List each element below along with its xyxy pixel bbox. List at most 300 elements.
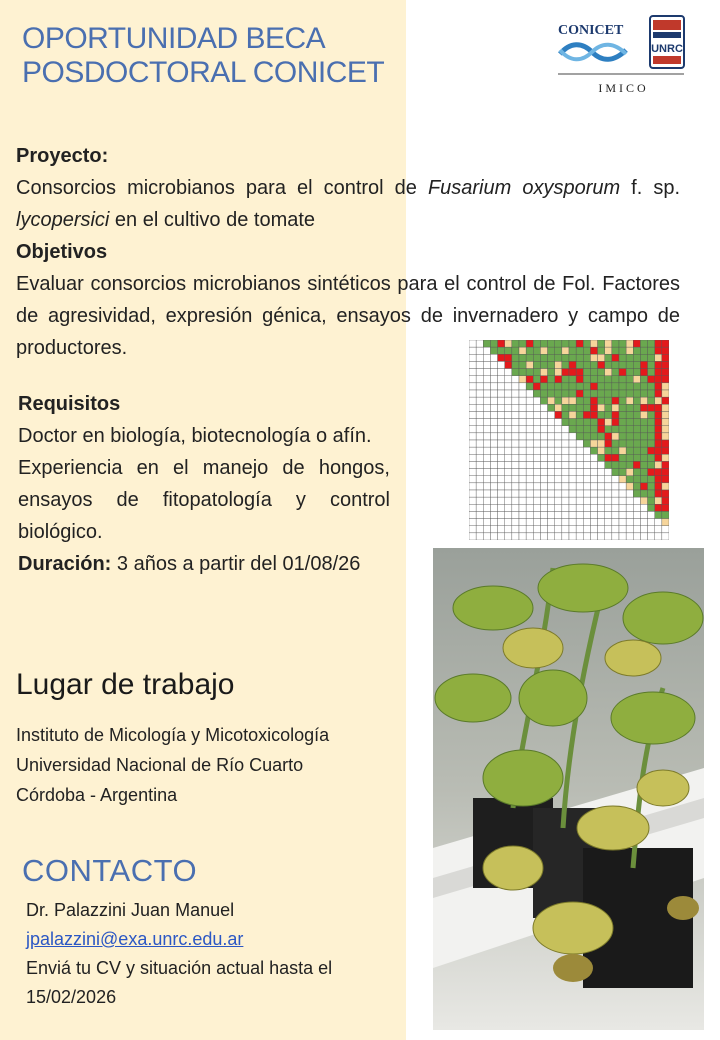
- matrix-cell: [569, 404, 576, 411]
- matrix-cell: [512, 476, 519, 483]
- matrix-cell: [540, 390, 547, 397]
- matrix-cell: [583, 340, 590, 347]
- matrix-cell: [583, 369, 590, 376]
- matrix-cell: [655, 497, 662, 504]
- matrix-cell: [540, 354, 547, 361]
- matrix-cell: [640, 404, 647, 411]
- matrix-cell: [576, 361, 583, 368]
- project-label: Proyecto:: [16, 145, 109, 167]
- matrix-cell: [576, 347, 583, 354]
- matrix-cell: [533, 404, 540, 411]
- matrix-cell: [519, 447, 526, 454]
- matrix-cell: [555, 490, 562, 497]
- matrix-cell: [555, 361, 562, 368]
- matrix-cell: [476, 426, 483, 433]
- matrix-cell: [540, 447, 547, 454]
- matrix-cell: [548, 447, 555, 454]
- matrix-cell: [590, 419, 597, 426]
- matrix-cell: [598, 447, 605, 454]
- matrix-cell: [505, 476, 512, 483]
- matrix-cell: [648, 526, 655, 533]
- matrix-cell: [498, 483, 505, 490]
- matrix-cell: [612, 504, 619, 511]
- matrix-cell: [640, 361, 647, 368]
- matrix-cell: [505, 454, 512, 461]
- matrix-cell: [469, 404, 476, 411]
- matrix-cell: [648, 511, 655, 518]
- matrix-cell: [562, 426, 569, 433]
- matrix-cell: [490, 447, 497, 454]
- matrix-cell: [640, 490, 647, 497]
- matrix-cell: [490, 440, 497, 447]
- project-text-part: en el cultivo de tomate: [109, 209, 316, 231]
- matrix-cell: [598, 519, 605, 526]
- matrix-cell: [590, 519, 597, 526]
- matrix-cell: [640, 376, 647, 383]
- matrix-cell: [476, 490, 483, 497]
- matrix-cell: [498, 526, 505, 533]
- imico-logo-text: I M I C O: [598, 81, 646, 95]
- matrix-cell: [505, 440, 512, 447]
- matrix-cell: [512, 519, 519, 526]
- matrix-cell: [476, 447, 483, 454]
- matrix-cell: [498, 454, 505, 461]
- matrix-cell: [469, 426, 476, 433]
- matrix-cell: [526, 383, 533, 390]
- matrix-cell: [548, 483, 555, 490]
- matrix-cell: [598, 476, 605, 483]
- matrix-cell: [612, 376, 619, 383]
- matrix-cell: [590, 376, 597, 383]
- matrix-cell: [555, 519, 562, 526]
- matrix-cell: [512, 433, 519, 440]
- matrix-cell: [655, 340, 662, 347]
- objectives-label: Objetivos: [16, 241, 108, 263]
- matrix-cell: [598, 404, 605, 411]
- matrix-cell: [605, 433, 612, 440]
- matrix-cell: [476, 526, 483, 533]
- matrix-cell: [505, 411, 512, 418]
- matrix-cell: [583, 519, 590, 526]
- matrix-cell: [490, 497, 497, 504]
- matrix-cell: [633, 369, 640, 376]
- matrix-cell: [648, 440, 655, 447]
- matrix-cell: [555, 433, 562, 440]
- matrix-cell: [505, 461, 512, 468]
- matrix-cell: [605, 347, 612, 354]
- matrix-cell: [569, 447, 576, 454]
- matrix-cell: [619, 411, 626, 418]
- matrix-cell: [498, 354, 505, 361]
- matrix-cell: [498, 404, 505, 411]
- matrix-cell: [490, 454, 497, 461]
- matrix-cell: [555, 426, 562, 433]
- matrix-cell: [555, 483, 562, 490]
- matrix-cell: [612, 397, 619, 404]
- conicet-logo-text: CONICET: [558, 23, 624, 38]
- matrix-cell: [583, 533, 590, 540]
- matrix-cell: [505, 347, 512, 354]
- matrix-cell: [505, 533, 512, 540]
- matrix-cell: [576, 447, 583, 454]
- matrix-cell: [569, 383, 576, 390]
- matrix-cell: [569, 504, 576, 511]
- matrix-cell: [619, 533, 626, 540]
- matrix-cell: [662, 419, 669, 426]
- matrix-cell: [533, 411, 540, 418]
- matrix-cell: [583, 419, 590, 426]
- matrix-cell: [605, 383, 612, 390]
- matrix-cell: [576, 376, 583, 383]
- matrix-cell: [483, 469, 490, 476]
- matrix-cell: [612, 411, 619, 418]
- matrix-cell: [576, 419, 583, 426]
- matrix-cell: [555, 497, 562, 504]
- matrix-cell: [490, 483, 497, 490]
- matrix-cell: [483, 533, 490, 540]
- matrix-cell: [662, 347, 669, 354]
- duration-label: Duración:: [18, 553, 112, 575]
- matrix-cell: [576, 511, 583, 518]
- matrix-cell: [505, 426, 512, 433]
- matrix-cell: [498, 490, 505, 497]
- matrix-cell: [526, 376, 533, 383]
- matrix-cell: [626, 340, 633, 347]
- matrix-cell: [519, 476, 526, 483]
- matrix-cell: [512, 447, 519, 454]
- matrix-cell: [583, 361, 590, 368]
- matrix-cell: [533, 476, 540, 483]
- plant-photo-svg: [433, 548, 704, 1030]
- matrix-cell: [590, 404, 597, 411]
- contact-email-link[interactable]: jpalazzini@exa.unrc.edu.ar: [26, 929, 244, 949]
- matrix-cell: [512, 347, 519, 354]
- matrix-cell: [498, 511, 505, 518]
- matrix-cell: [619, 340, 626, 347]
- matrix-cell: [590, 440, 597, 447]
- matrix-cell: [562, 461, 569, 468]
- matrix-cell: [633, 361, 640, 368]
- matrix-cell: [655, 519, 662, 526]
- matrix-cell: [619, 433, 626, 440]
- matrix-cell: [490, 347, 497, 354]
- matrix-cell: [576, 454, 583, 461]
- matrix-cell: [569, 369, 576, 376]
- matrix-cell: [548, 519, 555, 526]
- matrix-cell: [533, 376, 540, 383]
- matrix-cell: [548, 433, 555, 440]
- matrix-cell: [569, 340, 576, 347]
- matrix-cell: [648, 361, 655, 368]
- matrix-cell: [548, 411, 555, 418]
- requirements-label: Requisitos: [18, 393, 121, 415]
- matrix-cell: [490, 490, 497, 497]
- matrix-cell: [640, 411, 647, 418]
- matrix-cell: [583, 397, 590, 404]
- matrix-cell: [505, 376, 512, 383]
- matrix-cell: [605, 511, 612, 518]
- matrix-cell: [476, 461, 483, 468]
- matrix-cell: [498, 504, 505, 511]
- matrix-cell: [512, 340, 519, 347]
- matrix-cell: [533, 519, 540, 526]
- matrix-cell: [512, 404, 519, 411]
- matrix-cell: [590, 340, 597, 347]
- matrix-cell: [526, 483, 533, 490]
- matrix-cell: [576, 533, 583, 540]
- matrix-cell: [526, 354, 533, 361]
- matrix-cell: [483, 404, 490, 411]
- matrix-cell: [605, 519, 612, 526]
- matrix-cell: [476, 476, 483, 483]
- matrix-cell: [483, 490, 490, 497]
- matrix-cell: [633, 461, 640, 468]
- matrix-cell: [469, 469, 476, 476]
- matrix-cell: [469, 361, 476, 368]
- matrix-cell: [612, 361, 619, 368]
- matrix-cell: [576, 461, 583, 468]
- matrix-cell: [519, 376, 526, 383]
- matrix-cell: [483, 361, 490, 368]
- matrix-cell: [640, 369, 647, 376]
- matrix-cell: [619, 419, 626, 426]
- matrix-cell: [626, 347, 633, 354]
- matrix-cell: [476, 340, 483, 347]
- matrix-cell: [540, 376, 547, 383]
- matrix-cell: [590, 354, 597, 361]
- matrix-cell: [633, 426, 640, 433]
- matrix-cell: [626, 369, 633, 376]
- matrix-cell: [655, 354, 662, 361]
- matrix-cell: [598, 354, 605, 361]
- matrix-cell: [598, 526, 605, 533]
- matrix-cell: [469, 461, 476, 468]
- matrix-cell: [633, 354, 640, 361]
- matrix-cell: [598, 411, 605, 418]
- matrix-cell: [483, 461, 490, 468]
- matrix-cell: [526, 340, 533, 347]
- matrix-cell: [655, 469, 662, 476]
- matrix-cell: [662, 390, 669, 397]
- matrix-cell: [555, 354, 562, 361]
- matrix-cell: [576, 504, 583, 511]
- matrix-cell: [619, 383, 626, 390]
- matrix-cell: [540, 397, 547, 404]
- matrix-cell: [476, 383, 483, 390]
- matrix-cell: [626, 354, 633, 361]
- matrix-cell: [562, 526, 569, 533]
- matrix-cell: [640, 526, 647, 533]
- matrix-cell: [590, 433, 597, 440]
- matrix-cell: [598, 419, 605, 426]
- matrix-cell: [526, 504, 533, 511]
- matrix-cell: [526, 426, 533, 433]
- matrix-cell: [548, 504, 555, 511]
- matrix-cell: [555, 383, 562, 390]
- matrix-cell: [526, 533, 533, 540]
- matrix-cell: [648, 433, 655, 440]
- matrix-cell: [619, 390, 626, 397]
- matrix-cell: [569, 497, 576, 504]
- requirements-section: [18, 388, 390, 580]
- matrix-cell: [583, 390, 590, 397]
- matrix-cell: [633, 383, 640, 390]
- matrix-cell: [633, 347, 640, 354]
- matrix-cell: [655, 347, 662, 354]
- matrix-cell: [526, 397, 533, 404]
- matrix-cell: [562, 376, 569, 383]
- matrix-cell: [583, 347, 590, 354]
- matrix-cell: [590, 447, 597, 454]
- matrix-cell: [548, 361, 555, 368]
- matrix-cell: [526, 461, 533, 468]
- matrix-cell: [583, 404, 590, 411]
- matrix-cell: [569, 347, 576, 354]
- matrix-cell: [662, 461, 669, 468]
- matrix-cell: [590, 461, 597, 468]
- matrix-cell: [633, 376, 640, 383]
- matrix-cell: [498, 376, 505, 383]
- matrix-cell: [533, 369, 540, 376]
- matrix-cell: [505, 504, 512, 511]
- matrix-cell: [598, 369, 605, 376]
- matrix-cell: [476, 440, 483, 447]
- matrix-cell: [498, 347, 505, 354]
- matrix-cell: [498, 461, 505, 468]
- matrix-cell: [569, 519, 576, 526]
- matrix-cell: [490, 504, 497, 511]
- matrix-cell: [590, 411, 597, 418]
- matrix-cell: [519, 440, 526, 447]
- matrix-cell: [662, 369, 669, 376]
- matrix-cell: [640, 519, 647, 526]
- matrix-cell: [576, 390, 583, 397]
- matrix-cell: [540, 340, 547, 347]
- matrix-cell: [633, 504, 640, 511]
- matrix-cell: [526, 440, 533, 447]
- matrix-cell: [540, 526, 547, 533]
- matrix-cell: [640, 383, 647, 390]
- matrix-cell: [505, 490, 512, 497]
- matrix-cell: [633, 511, 640, 518]
- matrix-cell: [512, 397, 519, 404]
- workplace-line-1: Instituto de Micología y Micotoxicología: [16, 725, 330, 745]
- matrix-cell: [569, 354, 576, 361]
- matrix-cell: [540, 483, 547, 490]
- matrix-cell: [555, 440, 562, 447]
- matrix-cell: [540, 490, 547, 497]
- matrix-cell: [490, 376, 497, 383]
- matrix-cell: [519, 533, 526, 540]
- contact-name: Dr. Palazzini Juan Manuel: [26, 900, 235, 920]
- matrix-cell: [498, 369, 505, 376]
- matrix-cell: [548, 347, 555, 354]
- matrix-cell: [576, 469, 583, 476]
- matrix-cell: [533, 354, 540, 361]
- matrix-cell: [612, 340, 619, 347]
- matrix-cell: [469, 526, 476, 533]
- matrix-cell: [469, 440, 476, 447]
- matrix-cell: [598, 376, 605, 383]
- matrix-cell: [640, 433, 647, 440]
- matrix-cell: [605, 419, 612, 426]
- matrix-cell: [512, 469, 519, 476]
- workplace-line-2: Universidad Nacional de Río Cuarto: [16, 755, 304, 775]
- matrix-cell: [498, 433, 505, 440]
- matrix-cell: [640, 533, 647, 540]
- matrix-cell: [526, 519, 533, 526]
- matrix-cell: [533, 504, 540, 511]
- matrix-cell: [583, 454, 590, 461]
- matrix-cell: [655, 419, 662, 426]
- matrix-cell: [505, 433, 512, 440]
- matrix-cell: [633, 340, 640, 347]
- matrix-cell: [612, 440, 619, 447]
- matrix-cell: [626, 490, 633, 497]
- matrix-cell: [633, 404, 640, 411]
- matrix-cell: [583, 426, 590, 433]
- matrix-cell: [648, 490, 655, 497]
- matrix-cell: [612, 511, 619, 518]
- matrix-cell: [512, 383, 519, 390]
- matrix-cell: [662, 454, 669, 461]
- matrix-cell: [519, 497, 526, 504]
- matrix-cell: [569, 411, 576, 418]
- matrix-cell: [619, 376, 626, 383]
- matrix-cell: [662, 511, 669, 518]
- matrix-cell: [569, 440, 576, 447]
- matrix-cell: [548, 476, 555, 483]
- matrix-cell: [512, 483, 519, 490]
- matrix-cell: [648, 347, 655, 354]
- matrix-cell: [555, 504, 562, 511]
- matrix-cell: [633, 411, 640, 418]
- matrix-cell: [569, 419, 576, 426]
- matrix-cell: [540, 440, 547, 447]
- matrix-cell: [626, 383, 633, 390]
- matrix-cell: [505, 469, 512, 476]
- matrix-cell: [526, 411, 533, 418]
- matrix-cell: [612, 347, 619, 354]
- matrix-cell: [483, 376, 490, 383]
- matrix-cell: [655, 383, 662, 390]
- matrix-cell: [483, 483, 490, 490]
- matrix-cell: [519, 340, 526, 347]
- matrix-cell: [512, 361, 519, 368]
- matrix-cell: [605, 490, 612, 497]
- matrix-cell: [498, 411, 505, 418]
- matrix-cell: [598, 361, 605, 368]
- matrix-cell: [576, 440, 583, 447]
- matrix-cell: [555, 447, 562, 454]
- matrix-cell: [512, 511, 519, 518]
- matrix-cell: [648, 497, 655, 504]
- matrix-cell: [512, 419, 519, 426]
- matrix-cell: [662, 440, 669, 447]
- matrix-cell: [519, 369, 526, 376]
- matrix-cell: [640, 483, 647, 490]
- matrix-cell: [483, 390, 490, 397]
- matrix-cell: [648, 376, 655, 383]
- matrix-cell: [490, 404, 497, 411]
- matrix-cell: [498, 426, 505, 433]
- page-title: [22, 22, 412, 90]
- matrix-cell: [662, 504, 669, 511]
- matrix-cell: [648, 354, 655, 361]
- interaction-matrix-icon: [469, 340, 669, 540]
- matrix-cell: [612, 447, 619, 454]
- matrix-cell: [633, 390, 640, 397]
